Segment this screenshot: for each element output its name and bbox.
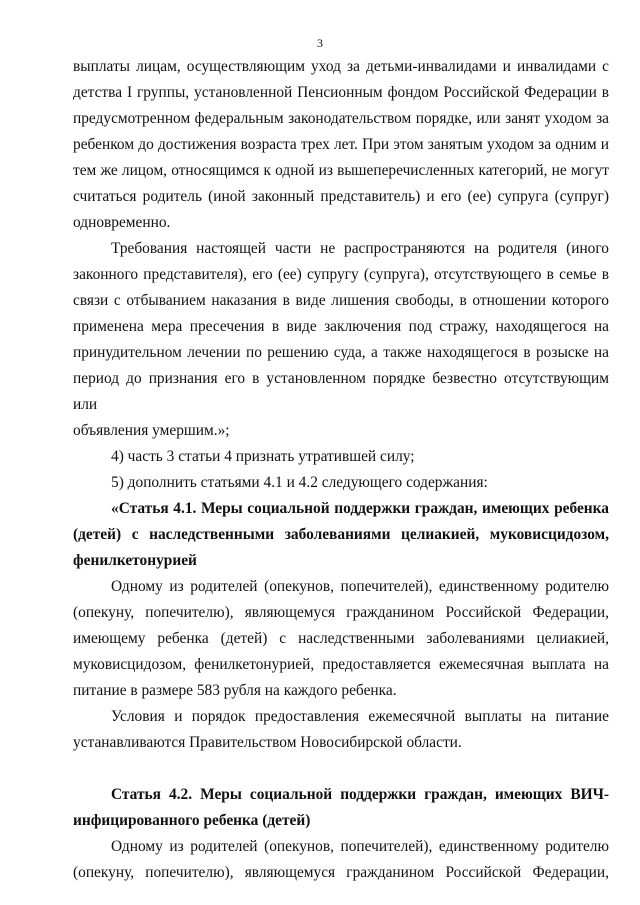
article-heading-line: (детей) с наследственными заболеваниями целиакией, муковисцидозом, — [73, 526, 609, 543]
paragraph-line: тем же лицом, относящимся к одной из вышеперечисленных категорий, не могут — [73, 162, 609, 179]
paragraph-line: ребенком до достижения возраста трех лет. При этом занятым уходом за одним и — [73, 136, 609, 153]
paragraph-line: питание в размере 583 рубля на каждого ребенка. — [73, 682, 397, 699]
paragraph-line: предусмотренном федеральным законодательством порядке, или занят уходом за — [73, 110, 609, 127]
paragraph-line: выплаты лицам, осуществляющим уход за детьми-инвалидами и инвалидами с — [73, 58, 609, 75]
document-body — [73, 54, 609, 886]
page-number: 3 — [317, 36, 323, 50]
paragraph-line: муковисцидозом, фенилкетонурией, предоставляется ежемесячная выплата на — [73, 656, 609, 673]
paragraph-line: применена мера пресечения в виде заключения под стражу, находящегося на — [73, 318, 609, 335]
paragraph-line: Требования настоящей части не распространяются на родителя (иного — [111, 240, 609, 257]
paragraph-line: одновременно. — [73, 214, 171, 231]
paragraph-line: Условия и порядок предоставления ежемесячной выплаты на питание — [111, 708, 609, 725]
article-heading-line: фенилкетонурией — [73, 552, 197, 569]
paragraph-line: связи с отбыванием наказания в виде лишения свободы, в отношении которого — [73, 292, 609, 309]
blank-line — [73, 756, 609, 782]
article-heading-line: «Статья 4.1. Меры социальной поддержки граждан, имеющих ребенка — [111, 500, 609, 517]
paragraph-line: 4) часть 3 статьи 4 признать утратившей силу; — [111, 448, 415, 465]
article-heading-line: Статья 4.2. Меры социальной поддержки граждан, имеющих ВИЧ- — [111, 786, 609, 803]
paragraph-line: считаться родитель (иной законный представитель) и его (ее) супруга (супруг) — [73, 188, 609, 205]
paragraph-line: Одному из родителей (опекунов, попечителей), единственному родителю — [111, 578, 609, 595]
paragraph-line: детства I группы, установленной Пенсионным фондом Российской Федерации в — [73, 84, 609, 101]
paragraph-line: объявления умершим.»; — [73, 422, 230, 439]
paragraph-line: (опекуну, попечителю), являющемуся гражданином Российской Федерации, — [73, 604, 609, 621]
paragraph-line: Одному из родителей (опекунов, попечителей), единственному родителю — [111, 838, 609, 855]
paragraph-line: законного представителя), его (ее) супругу (супруга), отсутствующего в семье в — [73, 266, 609, 283]
paragraph-line: (опекуну, попечителю), являющемуся гражданином Российской Федерации, — [73, 864, 609, 881]
paragraph-line: 5) дополнить статьями 4.1 и 4.2 следующего содержания: — [111, 474, 488, 491]
article-heading-line: инфицированного ребенка (детей) — [73, 812, 311, 829]
paragraph-line: имеющему ребенка (детей) с наследственными заболеваниями целиакией, — [73, 630, 609, 647]
paragraph-line: устанавливаются Правительством Новосибирской области. — [73, 734, 462, 751]
paragraph-line: период до признания его в установленном порядке безвестно отсутствующим или — [73, 370, 609, 413]
paragraph-line: принудительном лечении по решению суда, а также находящегося в розыске на — [73, 344, 609, 361]
